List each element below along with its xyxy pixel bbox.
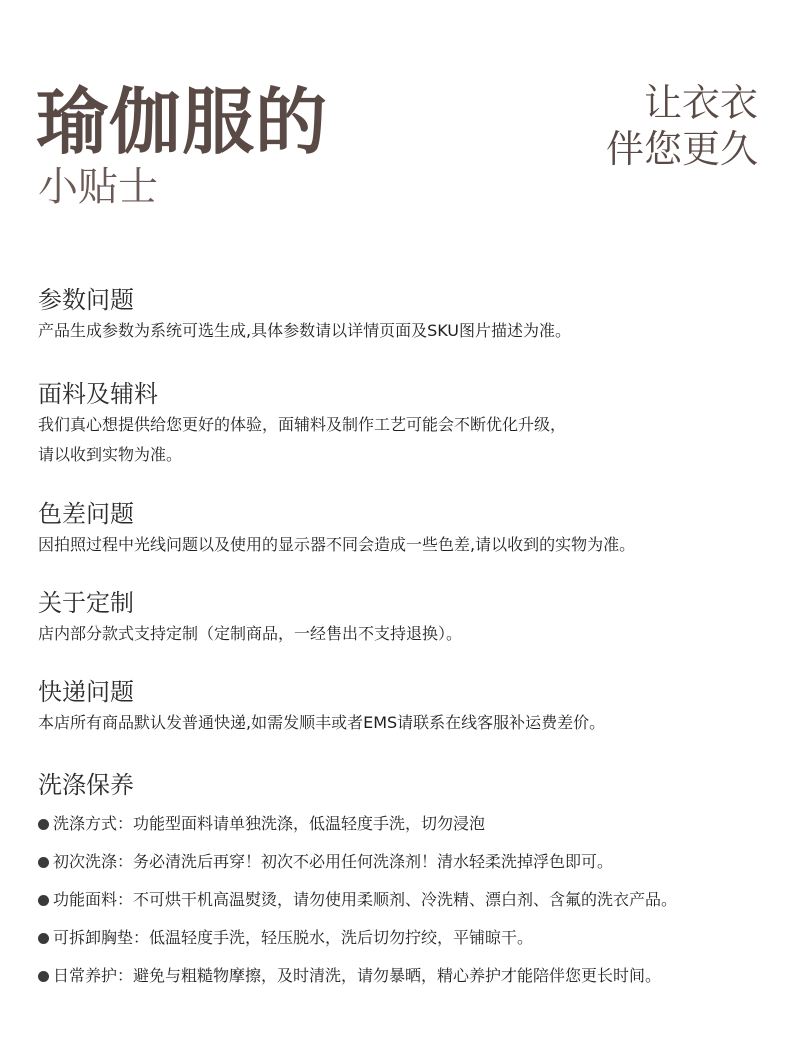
section-shipping — [38, 676, 768, 738]
section-title: 色差问题 — [38, 500, 134, 528]
section-title: 洗涤保养 — [38, 771, 134, 799]
list-item — [38, 805, 768, 843]
list-item — [38, 957, 768, 995]
list-item — [38, 919, 768, 957]
section-title: 面料及辅料 — [38, 380, 158, 408]
section-text: 本店所有商品默认发普通快递,如需发顺丰或者EMS请联系在线客服补运费差价。 — [38, 713, 606, 732]
section-fabric — [38, 378, 768, 470]
section-text: 店内部分款式支持定制（定制商品，一经售出不支持退换）。 — [38, 624, 463, 643]
section-title: 关于定制 — [38, 589, 134, 617]
care-item-text: 初次洗涤：务必清洗后再穿！初次不必用任何洗涤剂！清水轻柔洗掉浮色即可。 — [53, 852, 614, 871]
care-item-text: 功能面料：不可烘干机高温熨烫，请勿使用柔顺剂、冷洗精、漂白剂、含氟的洗衣产品。 — [53, 890, 678, 909]
bullet-icon — [38, 857, 49, 868]
slogan-line-2: 伴您更久 — [605, 127, 758, 171]
care-item-text: 洗涤方式：功能型面料请单独洗涤，低温轻度手洗，切勿浸泡 — [53, 814, 486, 833]
section-parameters — [38, 284, 768, 346]
page-subtitle: 小贴士 — [38, 164, 158, 210]
care-item-text: 日常养护：避免与粗糙物摩擦，及时清洗，请勿暴晒，精心养护才能陪伴您更长时间。 — [53, 966, 662, 985]
section-text: 因拍照过程中光线问题以及使用的显示器不同会造成一些色差,请以收到的实物为准。 — [38, 535, 636, 554]
bullet-icon — [38, 971, 49, 982]
section-title: 快递问题 — [38, 678, 134, 706]
slogan — [606, 80, 758, 172]
list-item — [38, 843, 768, 881]
bullet-icon — [38, 933, 49, 944]
bullet-icon — [38, 819, 49, 830]
page-title: 瑜伽服的 — [36, 80, 329, 164]
section-color-difference — [38, 498, 768, 560]
section-customization — [38, 587, 768, 649]
section-text: 产品生成参数为系统可选生成,具体参数请以详情页面及SKU图片描述为准。 — [38, 321, 572, 340]
section-care — [38, 769, 768, 995]
section-title: 参数问题 — [38, 286, 134, 314]
care-list — [38, 805, 768, 995]
section-text: 请以收到实物为准。 — [38, 445, 183, 464]
section-text: 我们真心想提供给您更好的体验，面辅料及制作工艺可能会不断优化升级， — [38, 415, 567, 434]
care-item-text: 可拆卸胸垫：低温轻度手洗，轻压脱水，洗后切勿拧绞，平铺晾干。 — [53, 928, 534, 947]
list-item — [38, 881, 768, 919]
bullet-icon — [38, 895, 49, 906]
slogan-line-1: 让衣衣 — [643, 81, 758, 125]
